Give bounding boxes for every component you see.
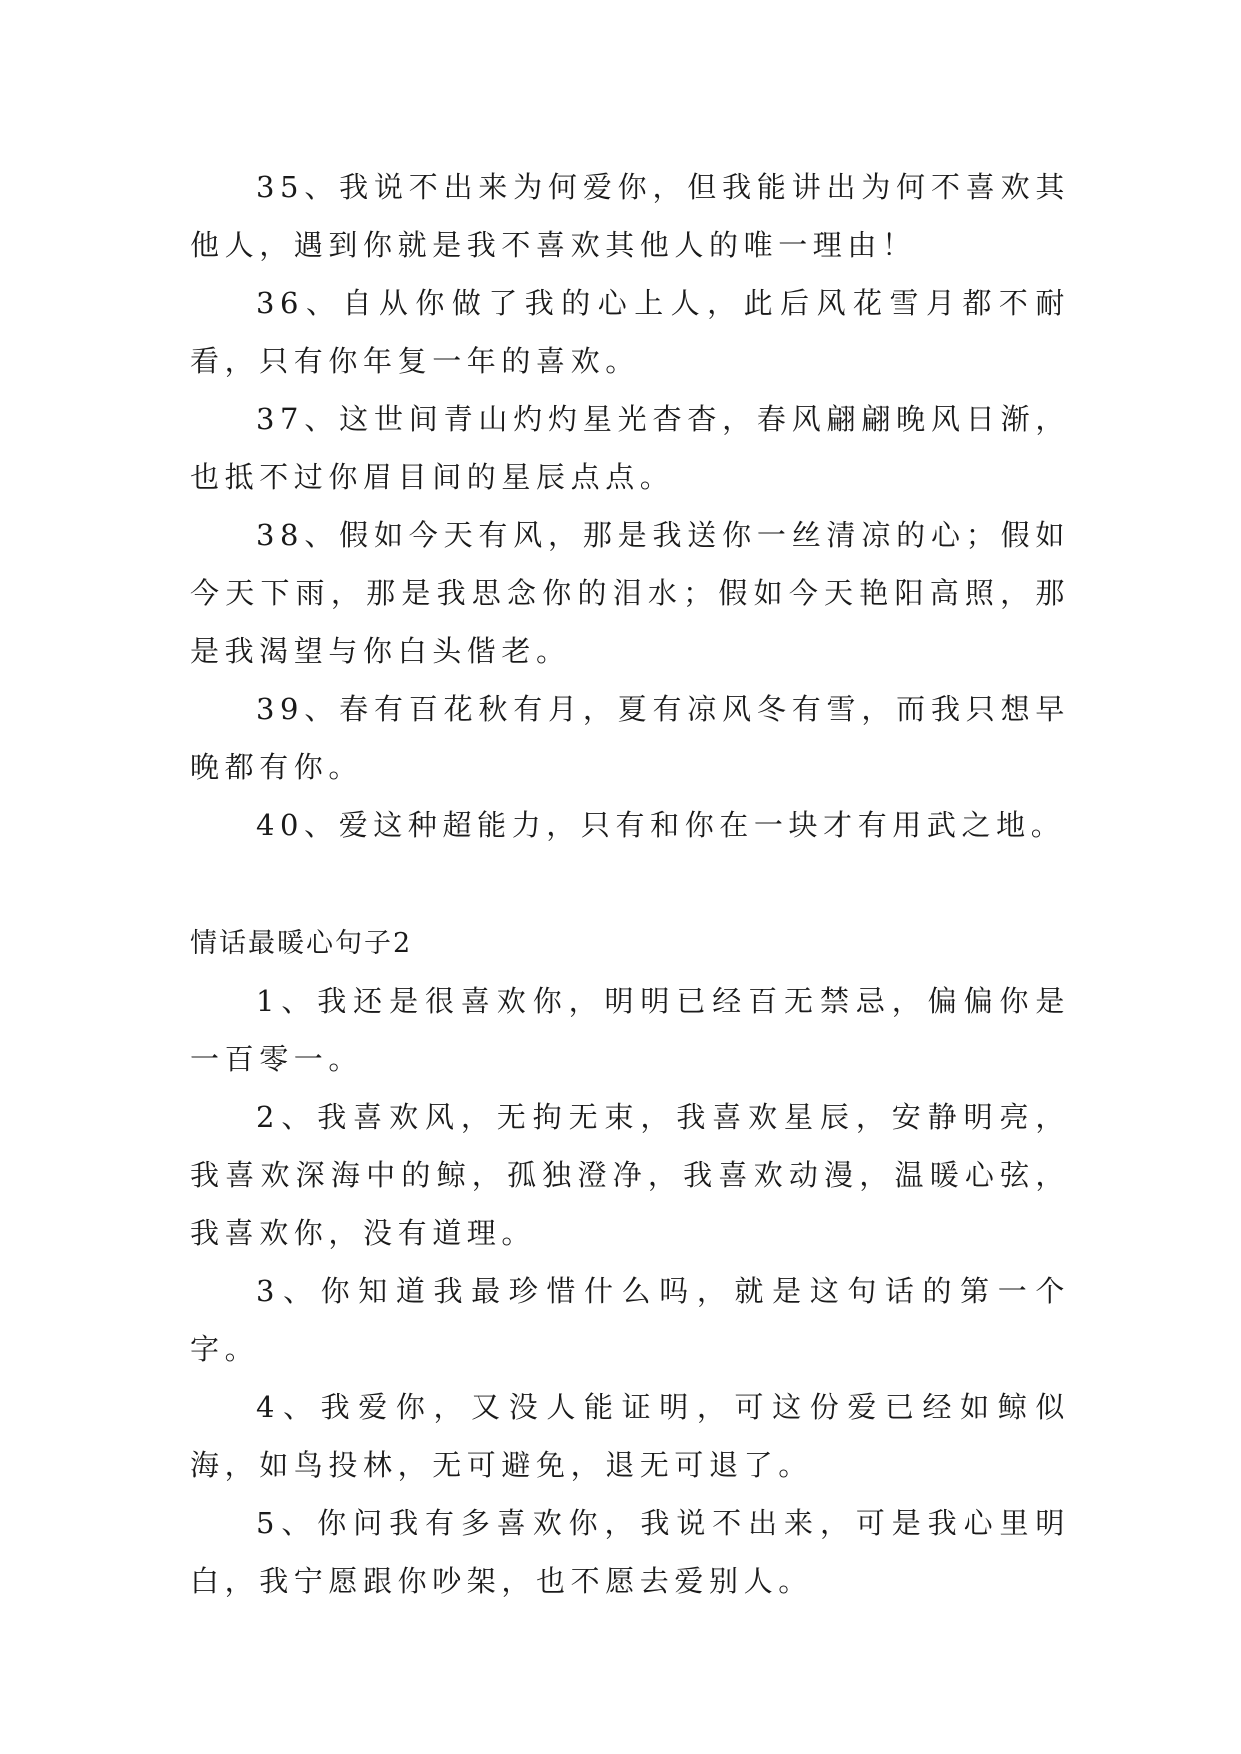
paragraph-37: 37、这世间青山灼灼星光杳杳，春风翩翩晚风日渐，也抵不过你眉目间的星辰点点。 [190,402,1070,494]
paragraph-40: 40、爱这种超能力，只有和你在一块才有用武之地。 [256,808,1066,842]
section-2 [190,916,1070,1610]
paragraph-36: 36、自从你做了我的心上人，此后风花雪月都不耐看，只有你年复一年的喜欢。 [190,286,1070,378]
paragraph-4: 4、我爱你，又没人能证明，可这份爱已经如鲸似海，如鸟投林，无可避免，退无可退了。 [190,1390,1070,1482]
paragraph-39: 39、春有百花秋有月，夏有凉风冬有雪，而我只想早晚都有你。 [190,692,1070,784]
paragraph-2: 2、我喜欢风，无拘无束，我喜欢星辰，安静明亮，我喜欢深海中的鲸，孤独澄净，我喜欢动漫，温暖心弦，我喜欢你，没有道理。 [190,1100,1070,1250]
paragraph-5: 5、你问我有多喜欢你，我说不出来，可是我心里明白，我宁愿跟你吵架，也不愿去爱别人。 [190,1506,1070,1598]
paragraph-38: 38、假如今天有风，那是我送你一丝清凉的心；假如今天下雨，那是我思念你的泪水；假如今天艳阳高照，那是我渴望与你白头偕老。 [190,518,1070,668]
paragraph-1: 1、我还是很喜欢你，明明已经百无禁忌，偏偏你是一百零一。 [190,984,1070,1076]
section-1 [190,158,1070,854]
paragraph-35: 35、我说不出来为何爱你，但我能讲出为何不喜欢其他人，遇到你就是我不喜欢其他人的唯一理由！ [190,170,1070,262]
paragraph-3: 3、你知道我最珍惜什么吗，就是这句话的第一个字。 [190,1274,1070,1366]
document-page [190,158,1070,1610]
section-heading: 情话最暖心句子2 [190,928,413,959]
